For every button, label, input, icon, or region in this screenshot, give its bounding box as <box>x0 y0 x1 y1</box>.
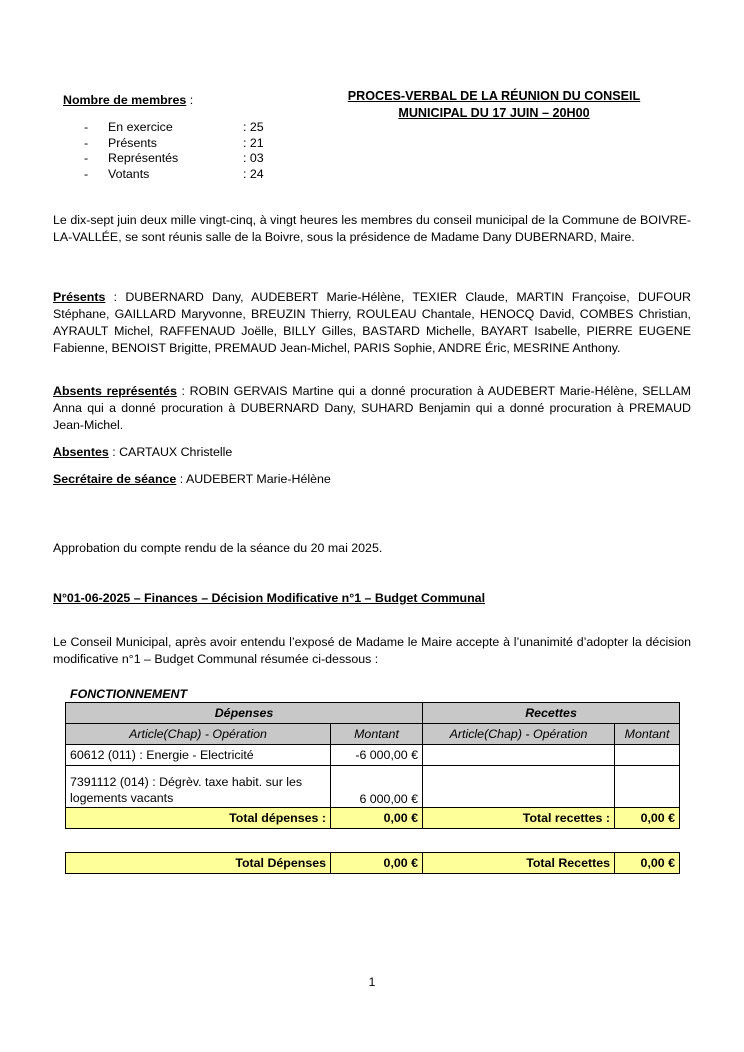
members-value: : 03 <box>243 151 264 165</box>
secretary-paragraph <box>53 472 691 486</box>
grand-total-recettes-label: Total Recettes <box>423 853 615 874</box>
intro-paragraph: Le dix-sept juin deux mille vingt-cinq, à vingt heures les membres du conseil municipal de la Commune de BOIVRE-LA-VALLÉE, se sont réunis salle de la Boivre, sous la présidence de Madame Dany DUBERNARD, Maire. <box>53 213 691 244</box>
absentes-paragraph <box>53 445 691 459</box>
members-label: Présents <box>108 135 157 150</box>
deliberation-title: N°01-06-2025 – Finances – Décision Modificative n°1 – Budget Communal <box>53 591 486 605</box>
empty-cell <box>423 766 615 808</box>
absentes-text: : CARTAUX Christelle <box>108 445 233 459</box>
members-label: Représentés <box>108 151 179 165</box>
depenses-article-header: Article(Chap) - Opération <box>66 724 331 745</box>
empty-cell <box>615 766 680 808</box>
presents-label: Présents <box>53 290 106 304</box>
empty-cell <box>615 745 680 766</box>
members-label: Votants <box>108 166 150 181</box>
title-line-1: PROCES-VERBAL DE LA RÉUNION DU CONSEIL <box>347 89 641 103</box>
total-recettes-value: 0,00 € <box>615 808 680 829</box>
page-number: 1 <box>368 975 376 989</box>
secretary-label: Secrétaire de séance <box>53 472 177 486</box>
secretary-text: : AUDEBERT Marie-Hélène <box>176 472 331 486</box>
absents-represented-paragraph <box>53 383 691 434</box>
table-subheader-row <box>66 724 680 745</box>
members-row-representes <box>84 151 284 167</box>
members-row-presents <box>84 136 284 152</box>
members-value: : 24 <box>243 166 264 181</box>
montant-cell: -6 000,00 € <box>331 745 423 766</box>
members-heading-colon: : <box>186 93 194 107</box>
deliberation-text: Le Conseil Municipal, après avoir entendu l’exposé de Madame le Maire accepte à l’unanimité d’adopter la décision modificative n°1 – Budget Communal résumée ci-dessous : <box>53 635 691 666</box>
recettes-article-header: Article(Chap) - Opération <box>423 724 615 745</box>
grand-totals-table <box>65 852 680 874</box>
absents-represented-text: : ROBIN GERVAIS Martine qui a donné procuration à AUDEBERT Marie-Hélène, SELLAM Anna qui a donné procuration à DUBERNARD Dany, SUHARD Benjamin qui a donné procuration à PREMAUD Jean-Michel. <box>53 384 691 432</box>
document-title <box>318 88 670 122</box>
grand-total-recettes-value: 0,00 € <box>615 853 680 874</box>
article-cell: 60612 (011) : Energie - Electricité <box>66 745 331 766</box>
list-dash: - <box>84 166 89 181</box>
members-list <box>84 120 284 182</box>
members-row-en-exercice <box>84 120 284 136</box>
table-row <box>66 766 680 808</box>
title-line-2: MUNICIPAL DU 17 JUIN – 20H00 <box>398 106 590 120</box>
article-cell: 7391112 (014) : Dégrèv. taxe habit. sur les logements vacants <box>66 766 331 808</box>
members-value: : 21 <box>243 135 264 150</box>
fonctionnement-heading: FONCTIONNEMENT <box>70 687 188 701</box>
members-label: En exercice <box>108 120 173 134</box>
presents-text: : DUBERNARD Dany, AUDEBERT Marie-Hélène, TEXIER Claude, MARTIN Françoise, DUFOUR Stéphane, GAILLARD Maryvonne, BREUZIN Thierry, ROULEAU Chantale, HENOCQ David, COMBES Christian, AYRAULT Michel, RAFFENAUD Joëlle, BILLY Gilles, BASTARD Michelle, BAYART Isabelle, PIERRE EUGENE Fabienne, BENOIST Brigitte, PREMAUD Jean-Michel, PARIS Sophie, ANDRE Éric, MESRINE Anthony. <box>53 290 691 355</box>
list-dash: - <box>84 151 89 165</box>
recettes-montant-header: Montant <box>615 724 680 745</box>
table-header-row <box>66 703 680 724</box>
members-heading-label: Nombre de membres <box>63 93 187 107</box>
fonctionnement-table <box>65 702 680 829</box>
members-value: : 25 <box>243 120 264 134</box>
members-heading <box>63 93 193 107</box>
list-dash: - <box>84 120 89 134</box>
recettes-header: Recettes <box>423 703 680 724</box>
total-depenses-label: Total dépenses : <box>66 808 331 829</box>
depenses-header: Dépenses <box>66 703 423 724</box>
absents-represented-label: Absents représentés <box>53 384 177 398</box>
approval-paragraph: Approbation du compte rendu de la séance du 20 mai 2025. <box>53 541 383 555</box>
grand-total-row <box>66 853 680 874</box>
grand-total-depenses-label: Total Dépenses <box>66 853 331 874</box>
empty-cell <box>423 745 615 766</box>
members-row-votants <box>84 167 284 183</box>
presents-paragraph <box>53 289 691 357</box>
grand-total-depenses-value: 0,00 € <box>331 853 423 874</box>
total-recettes-label: Total recettes : <box>423 808 615 829</box>
list-dash: - <box>84 135 89 150</box>
montant-cell: 6 000,00 € <box>331 766 423 808</box>
table-total-row <box>66 808 680 829</box>
depenses-montant-header: Montant <box>331 724 423 745</box>
total-depenses-value: 0,00 € <box>331 808 423 829</box>
absentes-label: Absentes <box>53 445 109 459</box>
table-row <box>66 745 680 766</box>
